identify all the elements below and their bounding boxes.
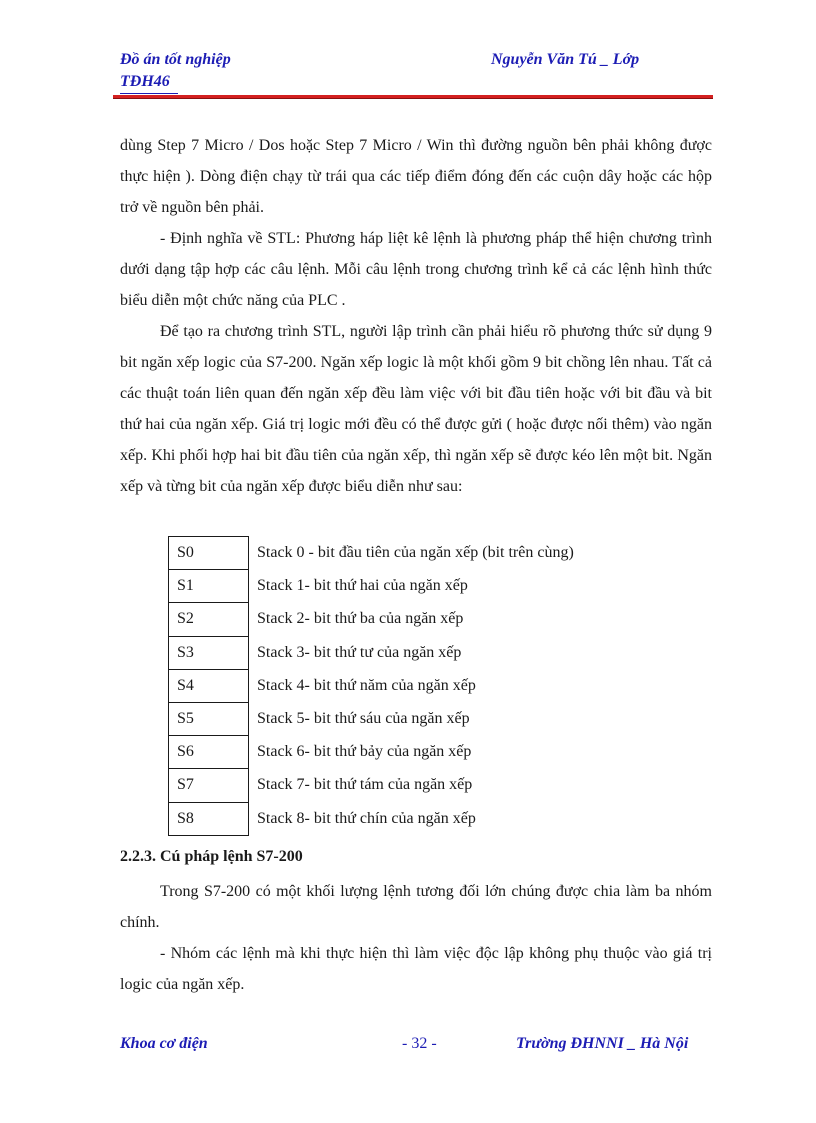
table-row	[169, 669, 575, 702]
paragraph-stack-intro: Để tạo ra chương trình STL, người lập trình cần phải hiểu rõ phương thức sử dụng 9 bit ngăn xếp logic của S7-200. Ngăn xếp logic là một khối gồm 9 bit chồng lên nhau. Tất cả các thuật toán liên quan đến ngăn xếp đều làm việc với bit đầu tiên hoặc với bit đầu và bit thứ hai của ngăn xếp. Giá trị logic mới đều có thể được gửi ( hoặc được nối thêm) vào ngăn xếp. Khi phối hợp hai bit đầu tiên của ngăn xếp, thì ngăn xếp sẽ được kéo lên một bit. Ngăn xếp và từng bit của ngăn xếp được biểu diễn như sau:	[120, 323, 712, 495]
header-title: Đồ án tốt nghiệp	[120, 51, 231, 68]
body-text	[120, 130, 712, 502]
footer-university: Trường ĐHNNI _ Hà Nội	[516, 1035, 689, 1052]
table-row	[169, 702, 575, 735]
table-row	[169, 736, 575, 769]
header-class: TĐH46	[120, 73, 170, 90]
footer-faculty: Khoa cơ điện	[120, 1035, 208, 1052]
table-row	[169, 537, 575, 570]
paragraph-independent-commands: - Nhóm các lệnh mà khi thực hiện thì làm việc độc lập không phụ thuộc vào giá trị logic của ngăn xếp.	[120, 945, 712, 993]
stack-code: S8	[169, 802, 249, 835]
table-row	[169, 802, 575, 835]
stack-code: S5	[169, 702, 249, 735]
stack-code: S7	[169, 769, 249, 802]
stack-description: Stack 6- bit thứ bảy của ngăn xếp	[257, 743, 472, 761]
header-rule	[113, 95, 713, 99]
stack-code: S1	[169, 570, 249, 603]
section-heading: 2.2.3. Cú pháp lệnh S7-200	[120, 848, 303, 865]
stack-code: S4	[169, 669, 249, 702]
stack-description: Stack 1- bit thứ hai của ngăn xếp	[257, 577, 468, 595]
body-text-after	[120, 876, 712, 1000]
table-row	[169, 570, 575, 603]
header-author: Nguyễn Văn Tú _ Lớp	[491, 51, 640, 68]
stack-code: S0	[169, 537, 249, 570]
paragraph-command-groups: Trong S7-200 có một khối lượng lệnh tương đối lớn chúng được chia làm ba nhóm chính.	[120, 883, 712, 931]
stack-description: Stack 3- bit thứ tư của ngăn xếp	[257, 643, 462, 661]
table-row	[169, 603, 575, 636]
paragraph-continuation: dùng Step 7 Micro / Dos hoặc Step 7 Micro / Win thì đường nguồn bên phải không được thực hiện ). Dòng điện chạy từ trái qua các tiếp điểm đóng đến các cuộn dây hoặc các hộp trở về nguồn bên phải.	[120, 137, 712, 216]
stack-table	[168, 536, 575, 836]
page-number: - 32 -	[402, 1035, 437, 1052]
stack-description: Stack 4- bit thứ năm của ngăn xếp	[257, 676, 476, 694]
table-row	[169, 636, 575, 669]
header-class-underline	[120, 93, 178, 94]
stack-description: Stack 2- bit thứ ba của ngăn xếp	[257, 610, 464, 628]
stack-description: Stack 7- bit thứ tám của ngăn xếp	[257, 776, 473, 794]
stack-description: Stack 0 - bit đầu tiên của ngăn xếp (bit trên cùng)	[257, 544, 574, 562]
stack-description: Stack 8- bit thứ chín của ngăn xếp	[257, 809, 476, 827]
stack-code: S2	[169, 603, 249, 636]
stack-code: S6	[169, 736, 249, 769]
table-row	[169, 769, 575, 802]
stack-description: Stack 5- bit thứ sáu của ngăn xếp	[257, 710, 470, 728]
stack-code: S3	[169, 636, 249, 669]
paragraph-stl-definition: - Định nghĩa về STL: Phương háp liệt kê lệnh là phương pháp thể hiện chương trình dưới dạng tập hợp các câu lệnh. Mỗi câu lệnh trong chương trình kể cả các lệnh hình thức biểu diễn một chức năng của PLC .	[120, 230, 712, 309]
